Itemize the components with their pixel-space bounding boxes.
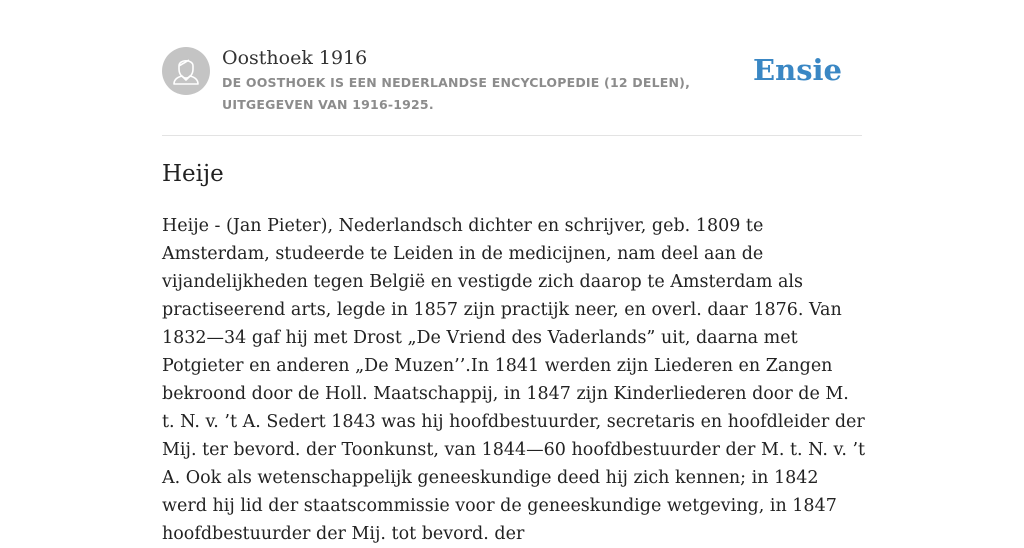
ensie-logo[interactable]: Ensie: [753, 53, 842, 87]
source-avatar[interactable]: [162, 47, 210, 95]
entry-body: Heije - (Jan Pieter), Nederlandsch dichter en schrijver, geb. 1809 te Amsterdam, studeerde te Leiden in de medicijnen, nam deel aan de vijandelijkheden tegen België en vestigde zich daarop te Amsterdam als practiseerend arts, legde in 1857 zijn practijk neer, en overl. daar 1876. Van 1832—34 gaf hij met Drost „De Vriend des Vaderlands” uit, daarna met Potgieter en anderen „De Muzen’’.In 1841 werden zijn Liederen en Zangen bekroond door de Holl. Maatschappij, in 1847 zijn Kinderliederen door de M. t. N. v. ’t A. Sedert 1843 was hij hoofdbestuurder, secretaris en hoofdleider der Mij. ter bevord. der Toonkunst, van 1844—60 hoofdbestuurder der M. t. N. v. ’t A. Ook als wetenschappelijk geneeskundige deed hij zich kennen; in 1842 werd hij lid der staatscommissie voor de geneeskundige wetgeving, in 1847 hoofdbestuurder der Mij. tot bevord. der: [162, 216, 866, 544]
source-title[interactable]: Oosthoek 1916: [222, 47, 368, 69]
header-divider: [162, 135, 862, 136]
source-description: DE OOSTHOEK IS EEN NEDERLANDSE ENCYCLOPEDIE (12 DELEN), UITGEGEVEN VAN 1916-1925.: [222, 75, 691, 112]
source-header: [162, 46, 862, 136]
user-silhouette-icon: [162, 47, 210, 95]
entry-title: Heije: [162, 161, 224, 187]
